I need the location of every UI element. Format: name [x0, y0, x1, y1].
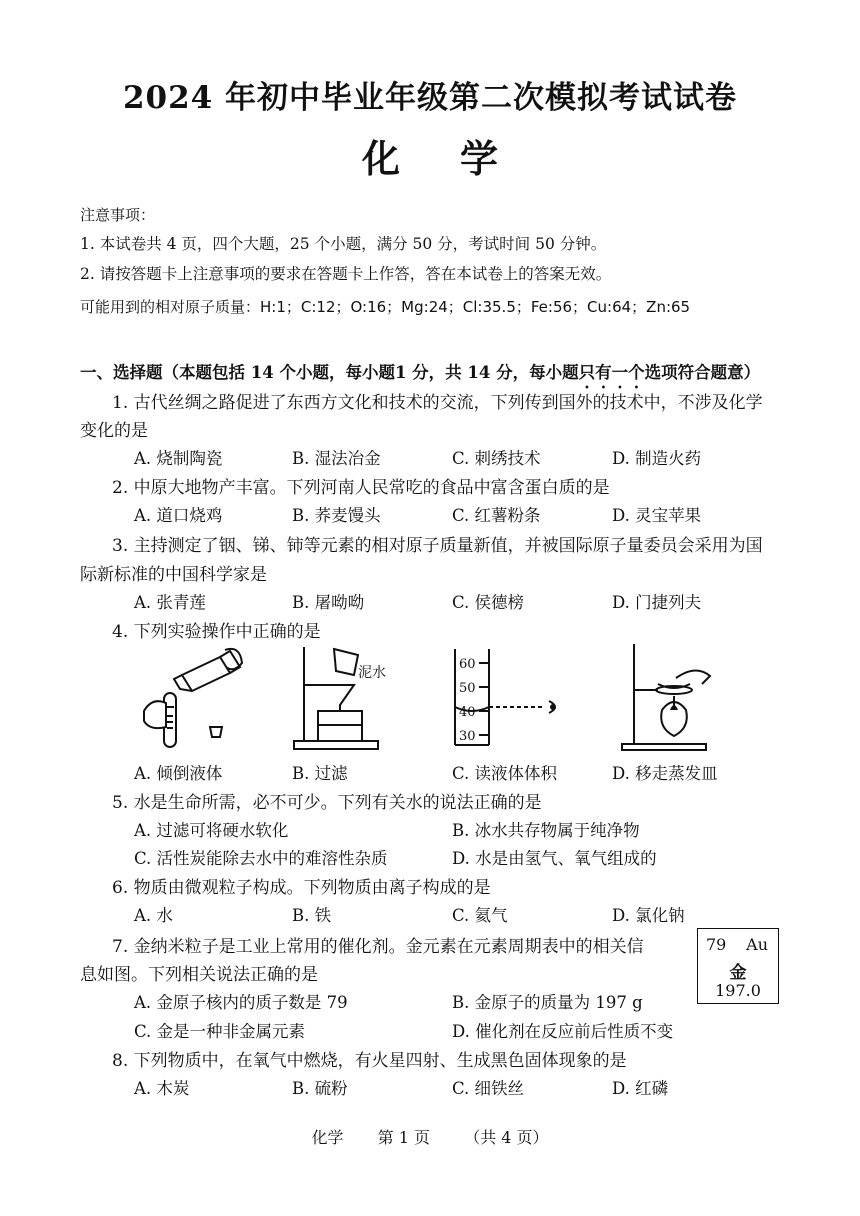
- notice-item-2: 2. 请按答题卡上注意事项的要求在答题卡上作答，答在本试卷上的答案无效。: [80, 265, 612, 283]
- exam-title: 2024 年初中毕业年级第二次模拟考试试卷: [122, 80, 738, 116]
- q3-option-d: D. 门捷列夫: [612, 593, 702, 612]
- q3-option-b: B. 屠呦呦: [292, 593, 365, 612]
- q4-option-b: B. 过滤: [292, 764, 348, 783]
- q4-stem: 4. 下列实验操作中正确的是: [112, 622, 321, 642]
- notice-item-1: 1. 本试卷共 4 页，四个大题，25 个小题，满分 50 分，考试时间 50 分钟。: [80, 235, 607, 253]
- q7-option-a: A. 金原子核内的质子数是 79: [134, 993, 348, 1012]
- q8-stem: 8. 下列物质中，在氧气中燃烧，有火星四射、生成黑色固体现象的是: [112, 1051, 627, 1071]
- q8-option-a: A. 木炭: [134, 1079, 190, 1098]
- figure-filtration: [290, 645, 410, 755]
- q2-stem: 2. 中原大地物产丰富。下列河南人民常吃的食品中富含蛋白质的是: [112, 478, 610, 498]
- q4-option-d: D. 移走蒸发皿: [612, 764, 718, 783]
- q1-stem-cont: 变化的是: [80, 421, 148, 441]
- section-1-title-emphasis: 只有一个: [578, 363, 645, 382]
- q3-stem-cont: 际新标准的中国科学家是: [80, 565, 267, 585]
- q6-stem: 6. 物质由微观粒子构成。下列物质由离子构成的是: [112, 878, 491, 898]
- q6-option-c: C. 氦气: [452, 906, 508, 925]
- section-1-title-b: 选项符合题意）: [644, 363, 761, 382]
- q6-option-a: A. 水: [134, 906, 173, 925]
- q6-option-d: D. 氯化钠: [612, 906, 685, 925]
- figure-reading-volume: [445, 645, 585, 755]
- q7-option-d: D. 催化剂在反应前后性质不变: [452, 1022, 674, 1041]
- q6-option-b: B. 铁: [292, 906, 332, 925]
- q8-option-b: B. 硫粉: [292, 1079, 348, 1098]
- q3-option-c: C. 侯德榜: [452, 593, 525, 612]
- element-symbol: Au: [746, 935, 768, 954]
- q1-option-d: D. 制造火药: [612, 449, 702, 468]
- q7-stem: 7. 金纳米粒子是工业上常用的催化剂。金元素在元素周期表中的相关信: [112, 937, 644, 957]
- q4-option-a: A. 倾倒液体: [134, 764, 223, 783]
- cylinder-tick-40: 40: [459, 705, 476, 720]
- element-atomic-mass: 197.0: [715, 981, 761, 1000]
- q5-option-b: B. 冰水共存物属于纯净物: [452, 821, 640, 840]
- q1-stem: 1. 古代丝绸之路促进了东西方文化和技术的交流，下列传到国外的技术中，不涉及化学: [112, 393, 763, 413]
- q7-option-b: B. 金原子的质量为 197 g: [452, 993, 643, 1012]
- q4-option-c: C. 读液体体积: [452, 764, 558, 783]
- q5-option-d: D. 水是由氢气、氧气组成的: [452, 849, 657, 868]
- footer-page-number: 第 1 页: [377, 1128, 430, 1147]
- q2-option-a: A. 道口烧鸡: [134, 506, 223, 525]
- q1-option-a: A. 烧制陶瓷: [134, 449, 223, 468]
- filtration-label: 泥水: [358, 665, 386, 681]
- q5-stem: 5. 水是生命所需，必不可少。下列有关水的说法正确的是: [112, 793, 542, 813]
- q3-option-a: A. 张青莲: [134, 593, 206, 612]
- element-name: 金: [729, 963, 747, 983]
- q7-stem-cont: 息如图。下列相关说法正确的是: [80, 965, 318, 985]
- gold-element-cell: [697, 928, 779, 1004]
- section-1-title-a: 一、选择题（本题包括 14 个小题，每小题1 分，共 14 分，每小题: [80, 363, 579, 382]
- footer-total-pages: （共 4 页）: [464, 1128, 549, 1147]
- cylinder-tick-50: 50: [459, 681, 476, 696]
- notice-heading: 注意事项：: [80, 206, 156, 224]
- q5-option-c: C. 活性炭能除去水中的难溶性杂质: [134, 849, 388, 868]
- q2-option-c: C. 红薯粉条: [452, 506, 541, 525]
- footer-subject: 化学: [311, 1128, 344, 1147]
- page-footer: [0, 1125, 860, 1148]
- cylinder-tick-60: 60: [459, 657, 476, 672]
- cylinder-tick-30: 30: [459, 729, 476, 744]
- q1-option-c: C. 刺绣技术: [452, 449, 541, 468]
- figure-pouring-liquid: [130, 645, 250, 755]
- atomic-masses: 可能用到的相对原子质量：H:1；C:12；O:16；Mg:24；Cl:35.5；Fe:56；Cu:64；Zn:65: [80, 298, 691, 316]
- exam-subject: 化学: [361, 136, 558, 181]
- q2-option-d: D. 灵宝苹果: [612, 506, 702, 525]
- element-atomic-number: 79: [706, 935, 727, 954]
- q8-option-c: C. 细铁丝: [452, 1079, 525, 1098]
- q2-option-b: B. 荞麦馒头: [292, 506, 381, 525]
- q1-option-b: B. 湿法冶金: [292, 449, 381, 468]
- q3-stem: 3. 主持测定了铟、锑、铈等元素的相对原子质量新值，并被国际原子量委员会采用为国: [112, 536, 763, 556]
- q7-option-c: C. 金是一种非金属元素: [134, 1022, 306, 1041]
- figure-evaporating-dish: [610, 640, 730, 755]
- q5-option-a: A. 过滤可将硬水软化: [134, 821, 289, 840]
- q8-option-d: D. 红磷: [612, 1079, 669, 1098]
